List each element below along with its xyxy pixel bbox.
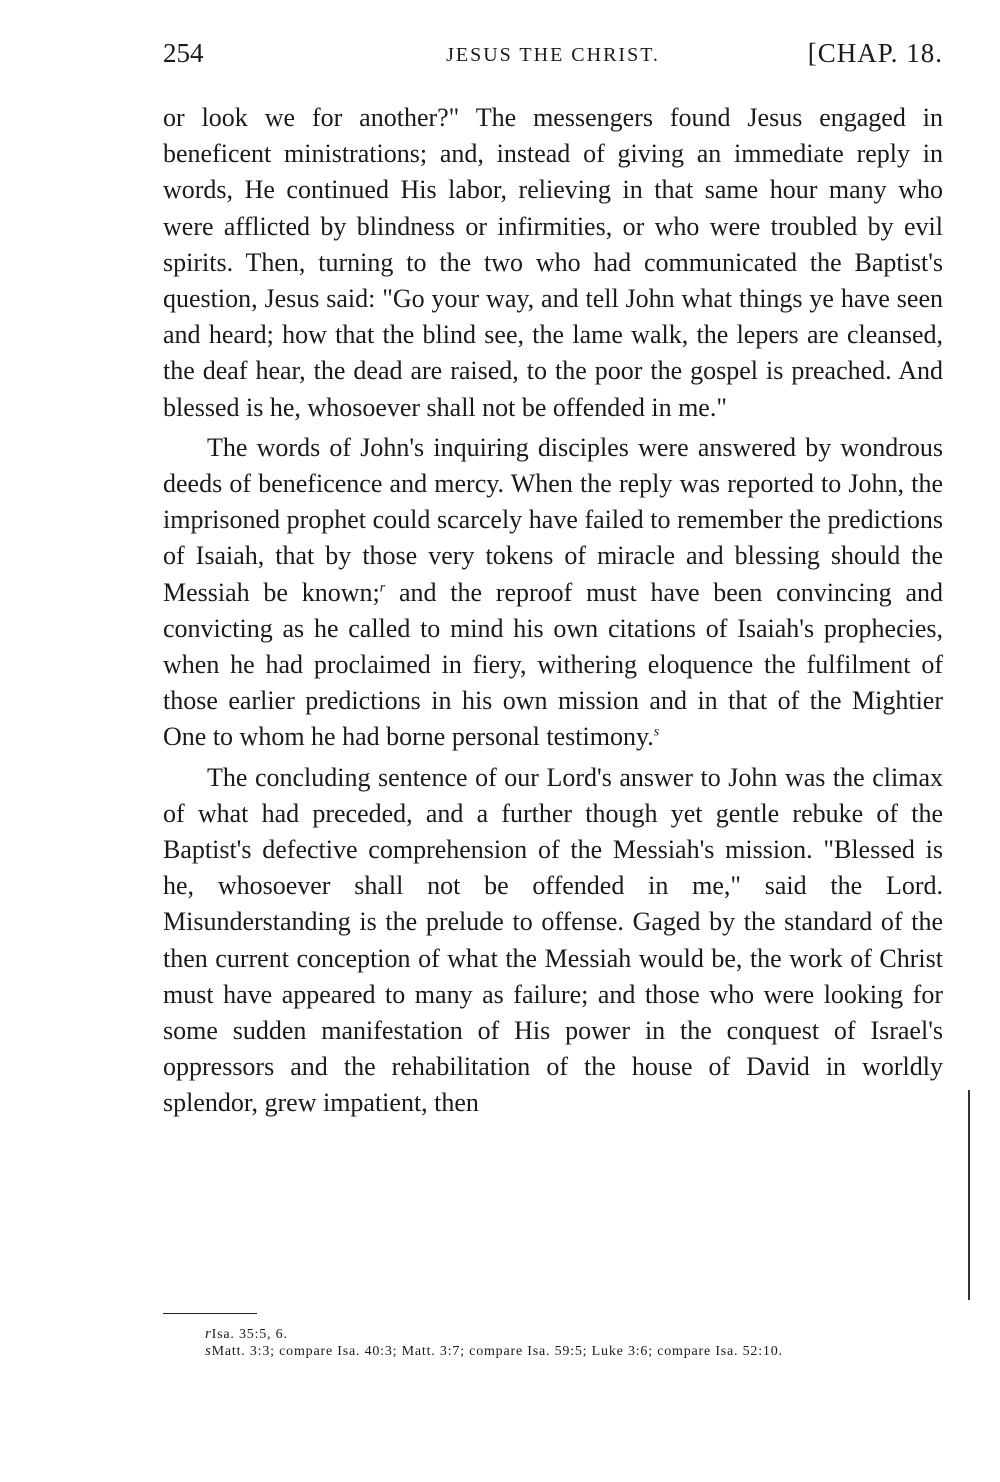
footnote-rule (163, 1313, 257, 1314)
footnote-mark: s (205, 1343, 212, 1359)
footnote-text: Isa. 35:5, 6. (211, 1327, 288, 1342)
paragraph-1: or look we for another?" The messengers found Jesus engaged in beneficent ministrations; and, instead of giving an immediate reply in words, He continued His labor, relieving in that same hour many who were afflicted by blindness or infirmities, or who were troubled by evil spirits. Then, turning to the two who had communicated the Baptist's question, Jesus said: "Go your way, and tell John what things ye have seen and heard; how that the blind see, the lame walk, the lepers are cleansed, the deaf hear, the dead are raised, to the poor the gospel is preached. And blessed is he, whosoever shall not be offended in me." (163, 103, 943, 422)
page-number: 254 (163, 38, 204, 68)
footnote-ref-r: r (379, 579, 386, 595)
body-text (163, 100, 943, 1122)
footnote-ref-s: s (653, 724, 660, 740)
paragraph-3: The concluding sentence of our Lord's answer to John was the climax of what had preceded, and a further though yet gentle rebuke of the Baptist's defective comprehension of the Messiah's mission. "Blessed is he, whosoever shall not be offended in me," said the Lord. Misunderstanding is the prelude to offense. Gaged by the standard of the then current conception of what the Messiah would be, the work of Christ must have appeared to many as failure; and those who were looking for some sudden manifestation of His power in the conquest of Israel's oppressors and the rehabilitation of the house of David in worldly splendor, grew impatient, then (163, 762, 943, 1118)
chapter-label: [CHAP. 18. (807, 38, 943, 68)
paragraph-2 (163, 430, 943, 756)
footnote-mark: r (205, 1326, 212, 1342)
running-title: JESUS THE CHRIST. (446, 44, 660, 66)
margin-line (968, 1090, 970, 1300)
paragraph-2-part-b: and the reproof must have been convincing and convicting as he called to mind his own citations of Isaiah's prophecies, when he had proclaimed in fiery, withering eloquence the fulfilment of those earlier predictions in his own mission and in that of the Mightier One to whom he had borne personal testimony. (163, 577, 943, 752)
paragraph-2-part-a: The words of John's inquiring disciples were answered by wondrous deeds of beneficence and mercy. When the reply was reported to John, the imprisoned prophet could scarcely have failed to remember the predictions of Isaiah, that by those very tokens of miracle and blessing should the Messiah be known; (163, 432, 943, 607)
page-header (163, 38, 943, 78)
footnote-text: Matt. 3:3; compare Isa. 40:3; Matt. 3:7; compare Isa. 59:5; Luke 3:6; compare Isa. 52:10. (211, 1344, 783, 1359)
footnote-r (163, 1326, 943, 1343)
footnote-s (163, 1343, 943, 1360)
footnotes (163, 1326, 943, 1360)
